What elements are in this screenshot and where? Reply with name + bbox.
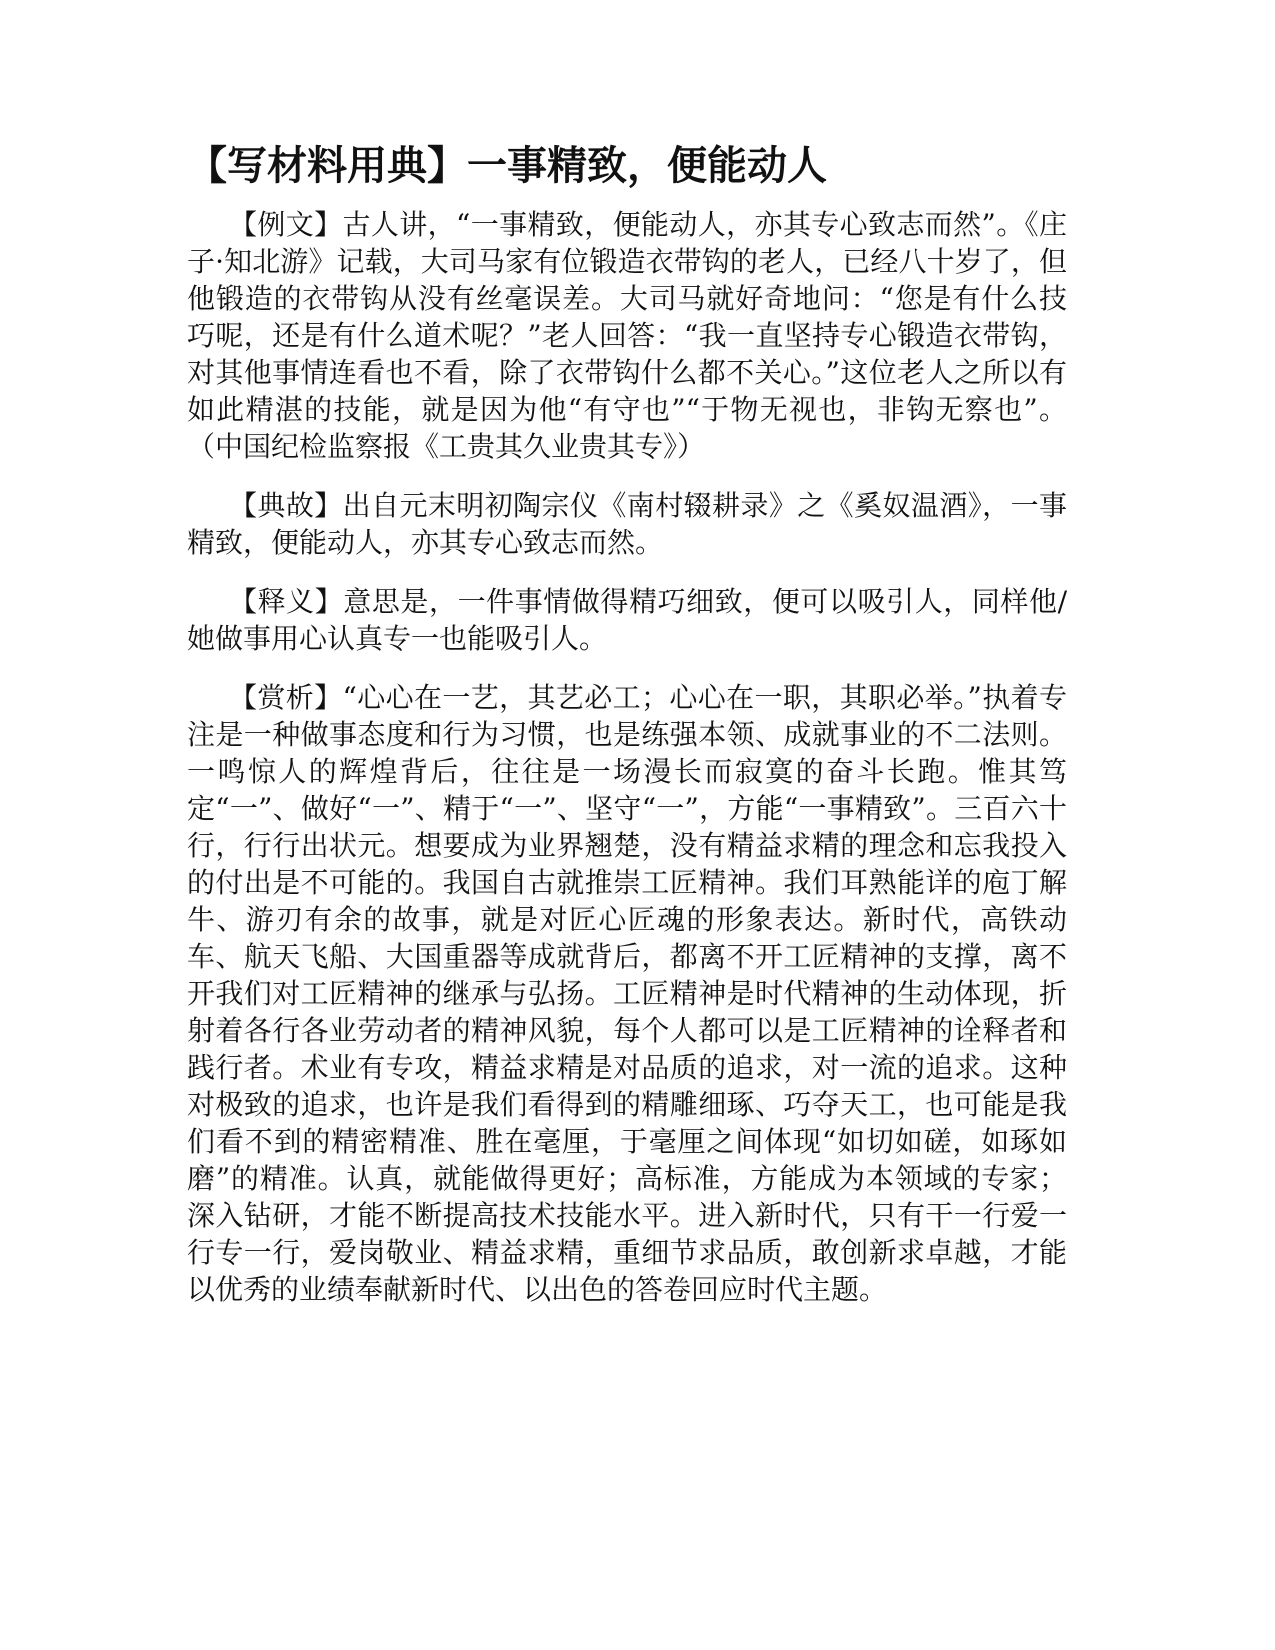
document-page — [187, 140, 1067, 1330]
paragraph-allusion: 【典故】出自元末明初陶宗仪《南村辍耕录》之《奚奴温酒》，一事精致，便能动人，亦其专心致志而然。 — [187, 489, 1067, 559]
paragraph-meaning: 【释义】意思是，一件事情做得精巧细致，便可以吸引人，同样他/她做事用心认真专一也能吸引人。 — [187, 585, 1067, 655]
paragraph-appreciation: 【赏析】“心心在一艺，其艺必工；心心在一职，其职必举。”执着专注是一种做事态度和行为习惯，也是练强本领、成就事业的不二法则。一鸣惊人的辉煌背后，往往是一场漫长而寂寞的奋斗长跑。惟其笃定“一”、做好“一”、精于“一”、坚守“一”，方能“一事精致”。三百六十行，行行出状元。想要成为业界翘楚，没有精益求精的理念和忘我投入的付出是不可能的。我国自古就推崇工匠精神。我们耳熟能详的庖丁解牛、游刃有余的故事，就是对匠心匠魂的形象表达。新时代，高铁动车、航天飞船、大国重器等成就背后，都离不开工匠精神的支撑，离不开我们对工匠精神的继承与弘扬。工匠精神是时代精神的生动体现，折射着各行各业劳动者的精神风貌，每个人都可以是工匠精神的诠释者和践行者。术业有专攻，精益求精是对品质的追求，对一流的追求。这种对极致的追求，也许是我们看得到的精雕细琢、巧夺天工，也可能是我们看不到的精密精准、胜在毫厘，于毫厘之间体现“如切如磋，如琢如磨”的精准。认真，就能做得更好；高标准，方能成为本领域的专家；深入钻研，才能不断提高技术技能水平。进入新时代，只有干一行爱一行专一行，爱岗敬业、精益求精，重细节求品质，敢创新求卓越，才能以优秀的业绩奉献新时代、以出色的答卷回应时代主题。 — [187, 681, 1067, 1306]
paragraph-example: 【例文】古人讲，“一事精致，便能动人，亦其专心致志而然”。《庄子·知北游》记载，大司马家有位锻造衣带钩的老人，已经八十岁了，但他锻造的衣带钩从没有丝毫误差。大司马就好奇地问：“您是有什么技巧呢，还是有什么道术呢？”老人回答：“我一直坚持专心锻造衣带钩，对其他事情连看也不看，除了衣带钩什么都不关心。”这位老人之所以有如此精湛的技能，就是因为他“有守也”“于物无视也，非钩无察也”。（中国纪检监察报《工贵其久业贵其专》） — [187, 208, 1067, 463]
page-title: 【写材料用典】一事精致，便能动人 — [187, 143, 827, 189]
